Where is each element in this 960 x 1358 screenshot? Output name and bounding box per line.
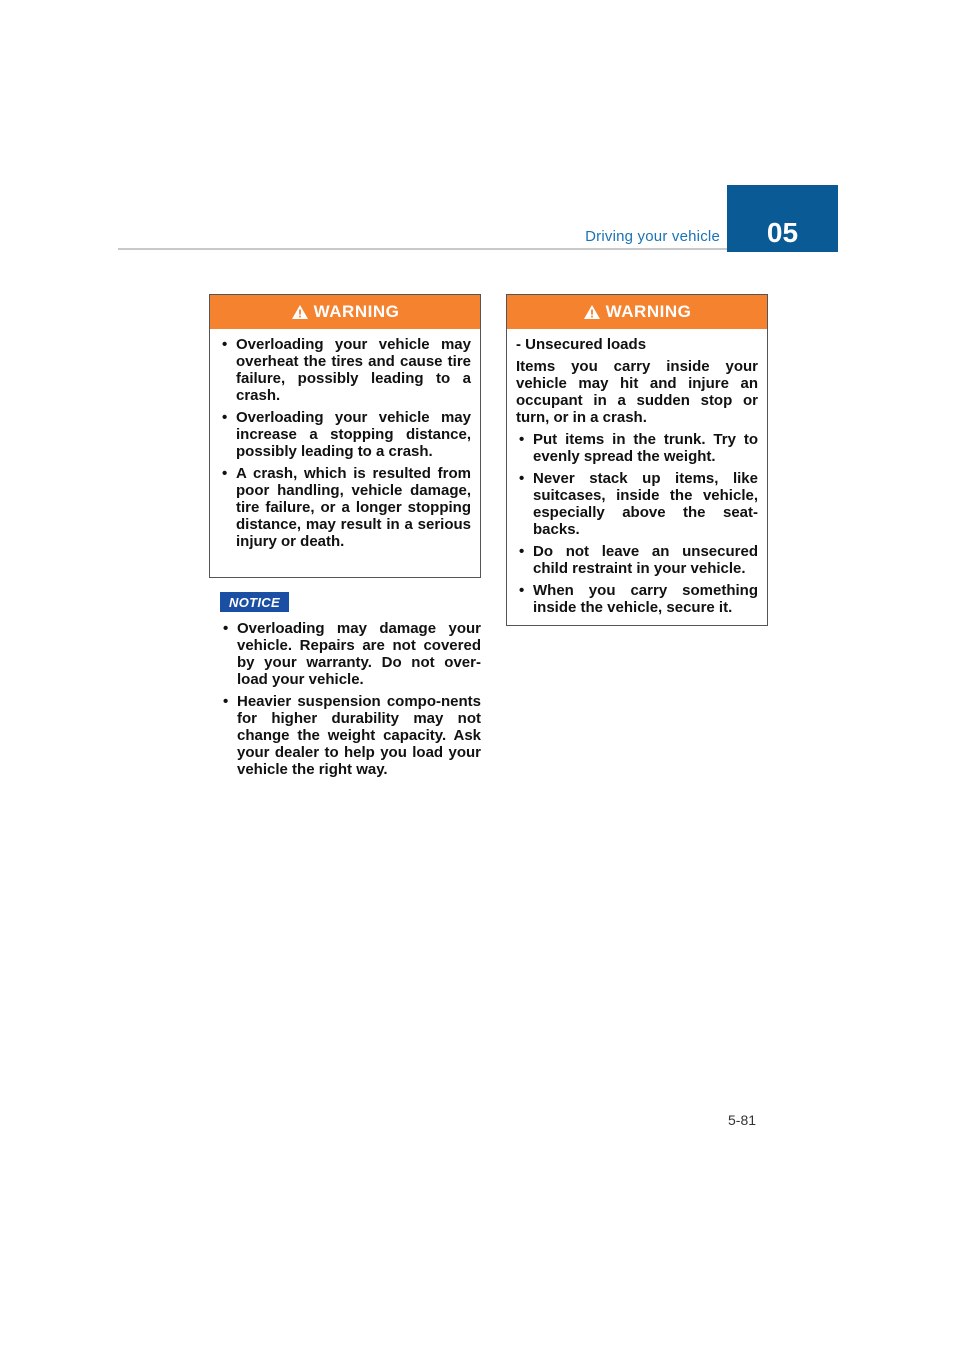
section-title: Driving your vehicle [585, 228, 720, 245]
warning-intro: Items you carry inside your vehicle may hit and injure an occupant in a sudden stop or turn, or in a crash. [516, 358, 758, 426]
warning-item: • Never stack up items, like suitcases, inside the vehicle, especially above the seat-backs. [516, 470, 758, 538]
warning-body [507, 329, 767, 616]
warning-item: • Overloading your vehicle may increase a stopping distance, possibly leading to a crash. [219, 409, 471, 460]
warning-subtitle: - Unsecured loads [516, 336, 647, 353]
warning-header [210, 295, 480, 329]
page-number: 5-81 [728, 1112, 757, 1128]
warning-body [210, 329, 480, 550]
warning-box-unsecured-loads [506, 294, 768, 626]
notice-item: • Heavier suspension compo-nents for higher durability may not change the weight capacity. Ask your dealer to help you load your vehicle the right way. [220, 693, 481, 778]
warning-header [507, 295, 767, 329]
warning-item: • When you carry something inside the vehicle, secure it. [516, 582, 758, 616]
warning-item: • Do not leave an unsecured child restraint in your vehicle. [516, 543, 758, 577]
warning-box-overloading [209, 294, 481, 578]
warning-triangle-icon [291, 304, 309, 320]
notice-badge: NOTICE [220, 592, 289, 612]
warning-item: • Put items in the trunk. Try to evenly spread the weight. [516, 431, 758, 465]
warning-title: WARNING [605, 302, 692, 321]
chapter-tab: 05 [727, 185, 838, 252]
warning-triangle-icon [583, 304, 601, 320]
warning-title: WARNING [313, 302, 400, 321]
warning-item: • A crash, which is resulted from poor handling, vehicle damage, tire failure, or a longer stopping distance, may result in a serious injury or death. [219, 465, 471, 550]
warning-item: • Overloading your vehicle may overheat the tires and cause tire failure, possibly leading to a crash. [219, 336, 471, 404]
notice-body [220, 620, 481, 783]
notice-item: • Overloading may damage your vehicle. Repairs are not covered by your warranty. Do not over-load your vehicle. [220, 620, 481, 688]
